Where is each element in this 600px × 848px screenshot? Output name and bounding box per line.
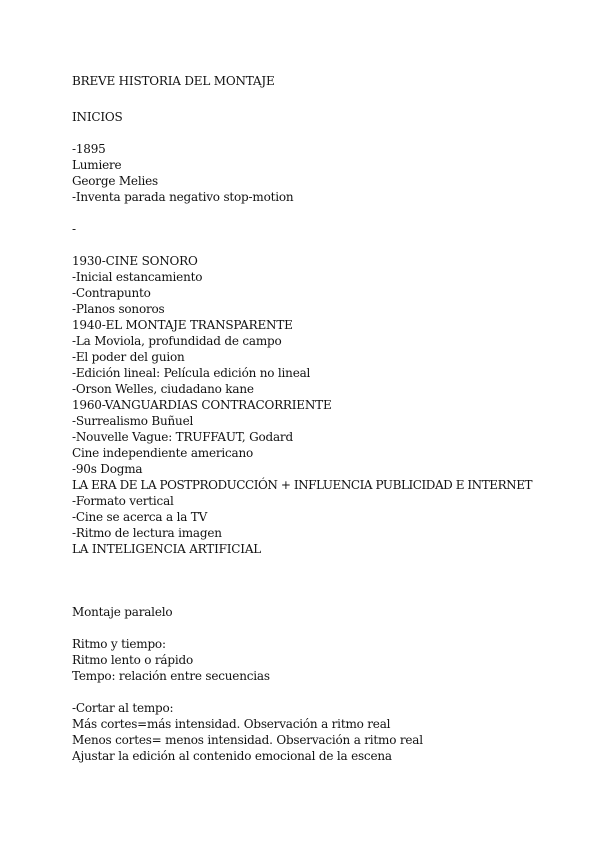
list-item: Ajustar la edición al contenido emocional de la escena [72, 749, 392, 763]
list-item: -90s Dogma [72, 462, 143, 476]
list-item: Más cortes=más intensidad. Observación a ritmo real [72, 717, 391, 731]
year-1895: -1895 [72, 142, 106, 156]
cortar-heading: -Cortar al tempo: [72, 701, 174, 715]
melies-line: George Melies [72, 174, 158, 188]
lumiere-line: Lumiere [72, 158, 122, 172]
list-item: Cine independiente americano [72, 446, 254, 460]
list-item: -Contrapunto [72, 286, 151, 300]
document-title: BREVE HISTORIA DEL MONTAJE [72, 74, 275, 88]
list-item: -El poder del guion [72, 350, 185, 364]
list-item: -Planos sonoros [72, 302, 165, 316]
list-item: -Cine se acerca a la TV [72, 510, 208, 524]
list-item: -Ritmo de lectura imagen [72, 526, 222, 540]
montaje-paralelo: Montaje paralelo [72, 605, 173, 619]
list-item: Menos cortes= menos intensidad. Observación a ritmo real [72, 733, 423, 747]
list-item: -Orson Welles, ciudadano kane [72, 382, 254, 396]
stop-motion-line: -Inventa parada negativo stop-motion [72, 190, 294, 204]
dash-line: - [72, 222, 76, 236]
list-item: -La Moviola, profundidad de campo [72, 334, 282, 348]
list-item: -Inicial estancamiento [72, 270, 203, 284]
postproduccion-heading: LA ERA DE LA POSTPRODUCCIÓN + INFLUENCIA PUBLICIDAD E INTERNET [72, 478, 533, 492]
list-item: Ritmo lento o rápido [72, 653, 193, 667]
list-item: Tempo: relación entre secuencias [72, 669, 270, 683]
section-inicios: INICIOS [72, 110, 123, 124]
list-item: -Edición lineal: Película edición no lineal [72, 366, 311, 380]
ia-heading: LA INTELIGENCIA ARTIFICIAL [72, 542, 262, 556]
vanguardias-heading: 1960-VANGUARDIAS CONTRACORRIENTE [72, 398, 332, 412]
sonoro-heading: 1930-CINE SONORO [72, 254, 198, 268]
list-item: -Surrealismo Buñuel [72, 414, 194, 428]
transparente-heading: 1940-EL MONTAJE TRANSPARENTE [72, 318, 293, 332]
list-item: -Nouvelle Vague: TRUFFAUT, Godard [72, 430, 293, 444]
ritmo-heading: Ritmo y tiempo: [72, 637, 166, 651]
list-item: -Formato vertical [72, 494, 174, 508]
